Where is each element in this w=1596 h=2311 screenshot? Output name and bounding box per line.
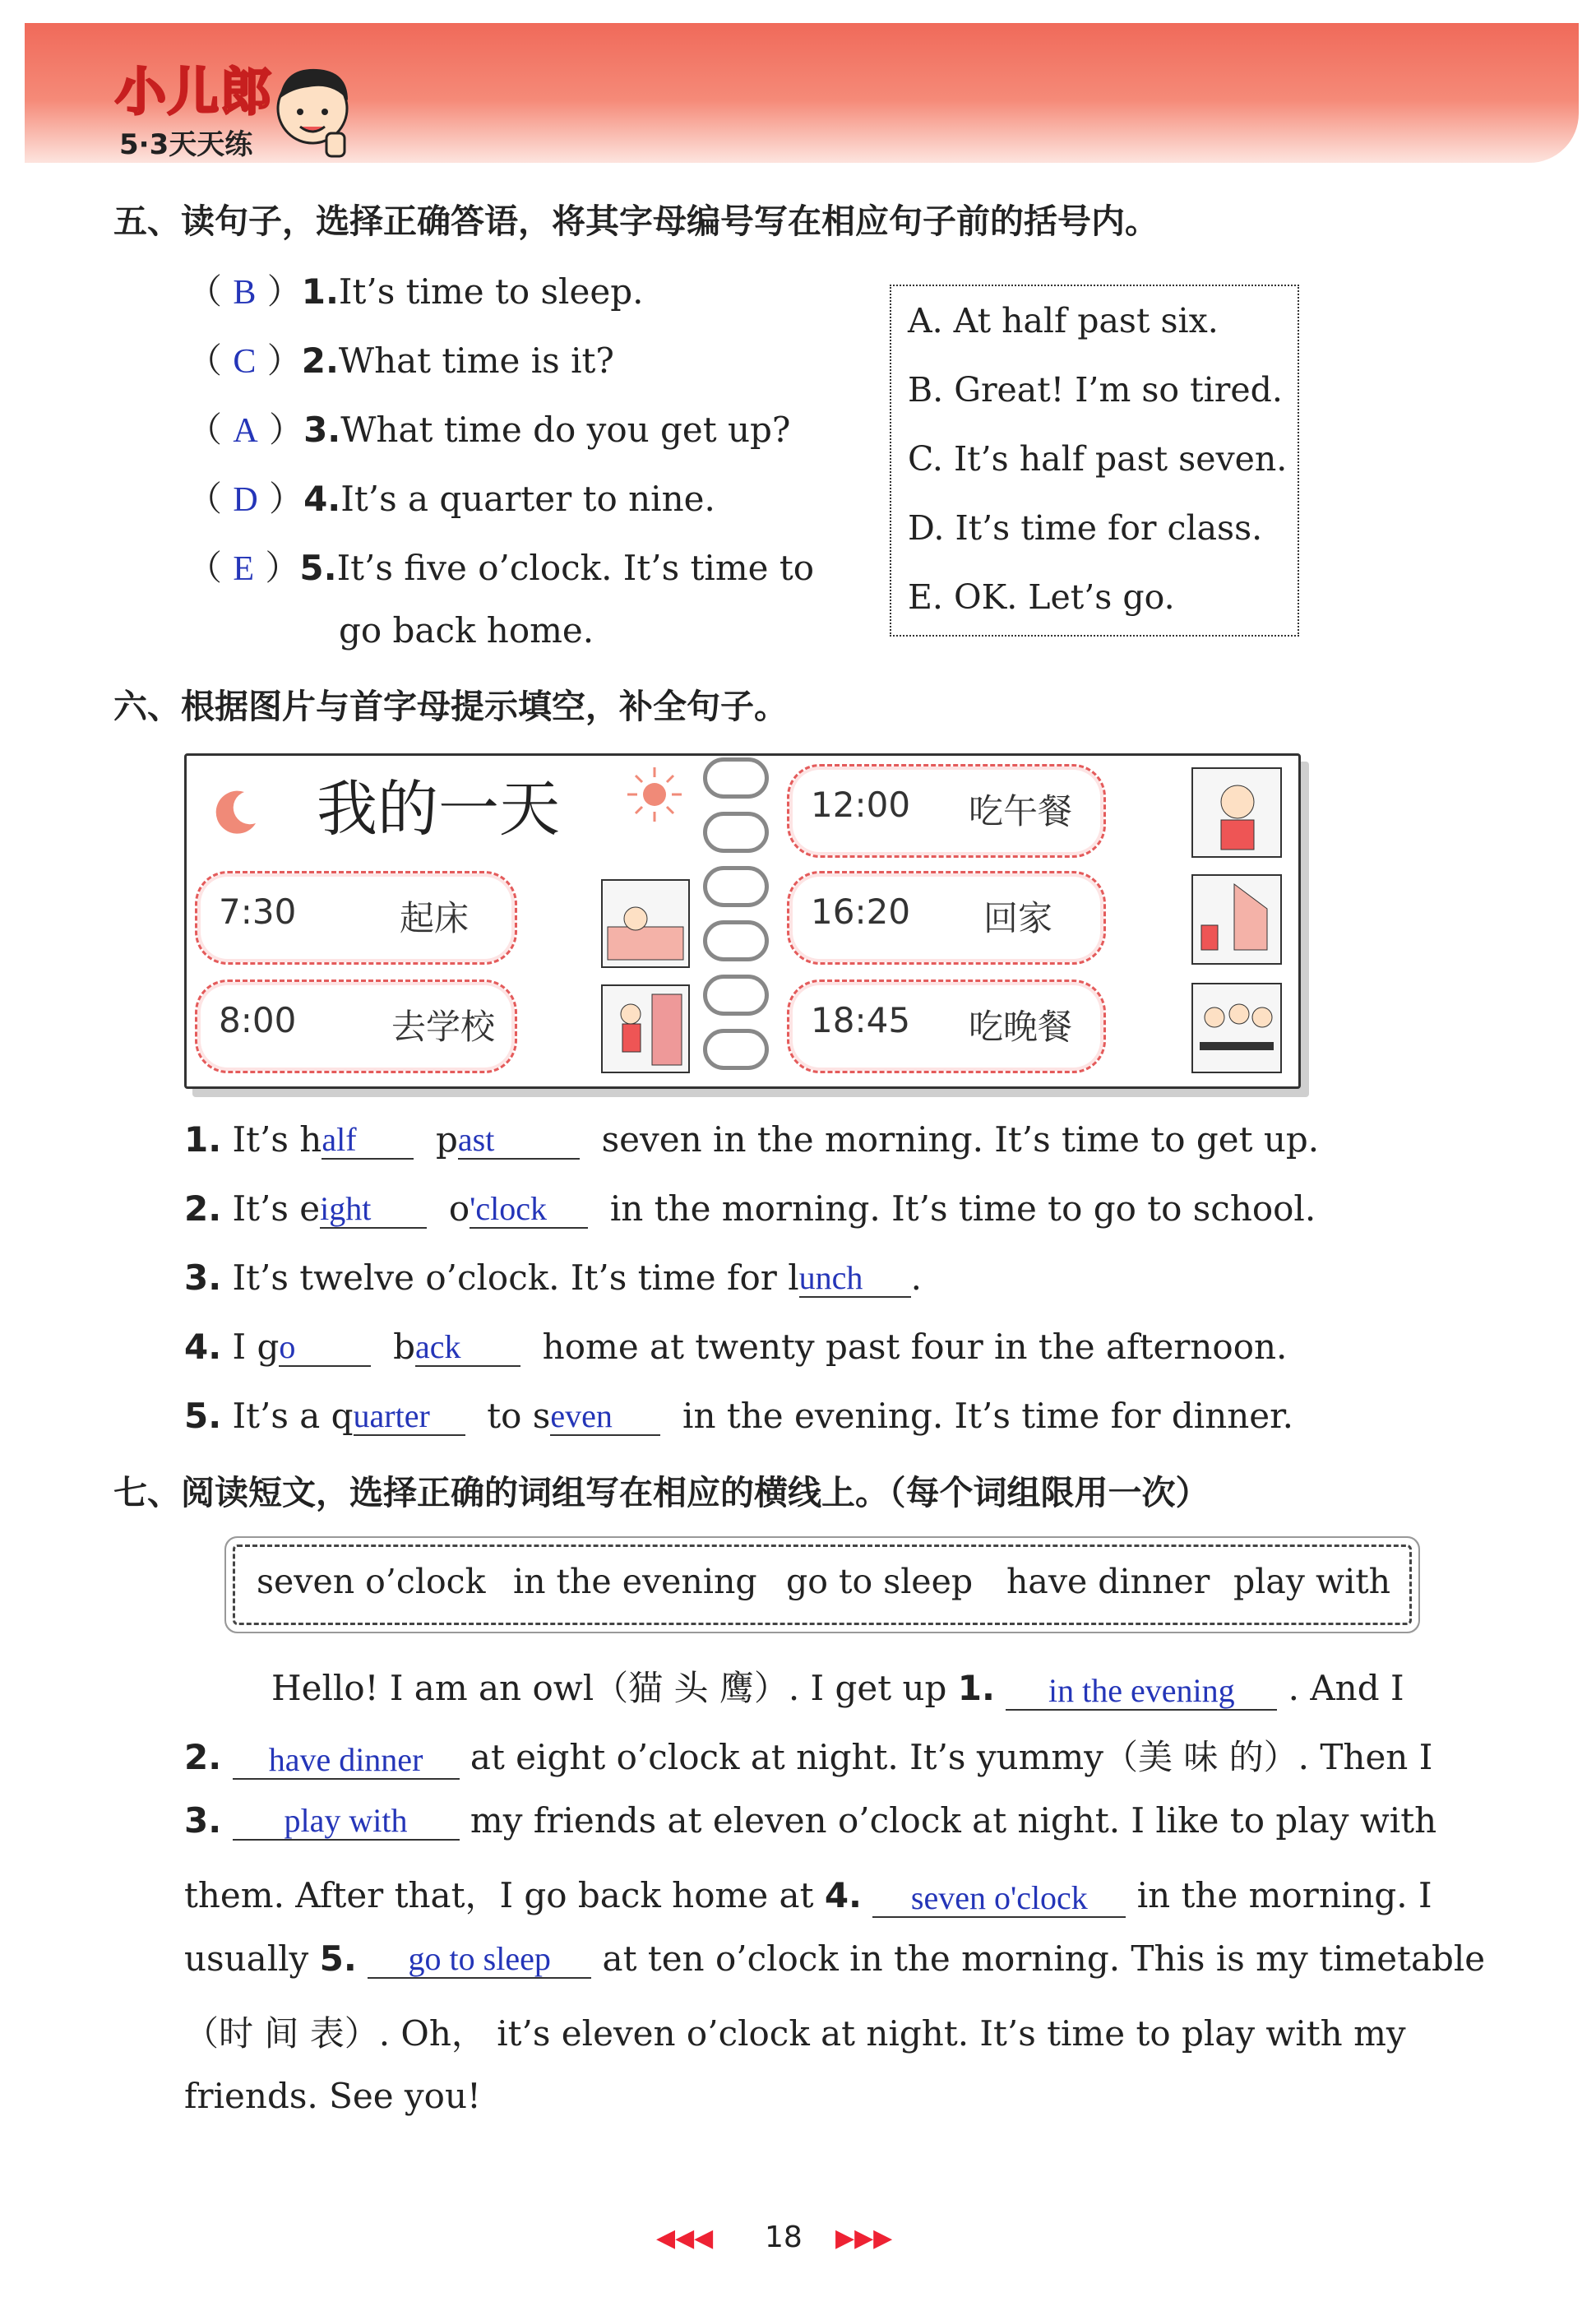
schedule-right-2 [787,871,1106,965]
section6-title: 六、根据图片与首字母提示填空，补全句子。 [113,687,788,726]
passage-line-3 [184,1799,1436,1841]
sentence-pre: It’s h [232,1119,322,1160]
section5-title: 五、读句子，选择正确答语，将其字母编号写在相应句子前的括号内。 [113,201,1159,241]
s6-sentence-3 [184,1257,922,1298]
binder-ring [703,1029,769,1070]
sentence-post: in the evening. It’s time for dinner. [682,1396,1293,1436]
answer-blank[interactable] [470,1188,588,1229]
answer-text: uarter [353,1397,430,1434]
time-label: 16:20 [811,892,911,932]
blank-num: 2. [184,1737,222,1777]
section7-title: 七、阅读短文，选择正确的词组写在相应的横线上。（每个词组限用一次） [113,1473,1210,1512]
activity-label: 回家 [983,898,1053,938]
word-bank-item: play with [1233,1562,1391,1601]
s5-text-5-cont: go back home. [339,610,594,651]
s5-num-2: 2. [301,340,339,381]
s5-item-1: （ B ）1.It’s time to sleep. [187,271,644,312]
sentence-pre: It’s a q [232,1396,354,1436]
sentence-mid: to s [487,1396,551,1436]
schedule-right-3 [787,980,1106,1073]
blank-num: 5. [319,1938,357,1979]
activity-label: 起床 [400,898,470,938]
passage-blank-1[interactable] [1006,1670,1277,1711]
blank-num: 1. [957,1668,995,1708]
passage-blank-3[interactable] [233,1799,460,1841]
sentence-mid: p [436,1119,458,1160]
answer-text: in the evening [1048,1672,1235,1709]
prev-arrows-icon: ◀◀◀ [656,2224,714,2253]
answer-text: alf [322,1121,357,1158]
binder-ring [703,812,769,853]
answer-text: seven o'clock [910,1879,1088,1916]
passage-line-6: （时 间 表）. Oh， it’s eleven o’clock at night. It’s time to play with my [184,2013,1406,2054]
passage-blank-5[interactable] [368,1938,591,1979]
s5-num-1: 1. [301,271,339,312]
logo-title: 小儿郎 [115,62,274,122]
blank-num: 3. [184,1800,222,1841]
moon-icon [211,787,261,836]
answer-blank[interactable] [354,1395,465,1436]
s5-answer-1: B [233,274,257,312]
lunch-picture [1191,767,1282,858]
s5-num-4: 4. [303,479,341,519]
activity-label: 吃晚餐 [969,1007,1073,1047]
word-bank [233,1545,1412,1625]
passage-text: my friends at eleven o’clock at night. I like to play with [470,1800,1437,1841]
activity-label: 去学校 [391,1007,496,1047]
answer-text: go to sleep [408,1940,551,1977]
sentence-num: 3. [184,1257,222,1298]
binder-ring [703,757,769,799]
time-label: 8:00 [219,1000,297,1040]
s6-sentence-5 [184,1395,1293,1436]
options-box [890,285,1299,637]
s5-item-3: （ A ）3.What time do you get up? [187,410,791,450]
answer-blank[interactable] [550,1395,660,1436]
s5-item-4: （ D ）4.It’s a quarter to nine. [187,479,715,519]
answer-blank[interactable] [320,1188,427,1229]
sentence-post: home at twenty past four in the afternoon. [542,1327,1288,1367]
sentence-mid: b [393,1327,415,1367]
boy-mascot-icon [267,58,358,164]
schedule-right-1 [787,764,1106,858]
passage-text: at eight o’clock at night. It’s yummy（美 味 的）. Then I [470,1737,1433,1777]
answer-text: ast [457,1121,495,1158]
answer-blank[interactable] [279,1326,371,1367]
word-bank-item: go to sleep [786,1562,974,1601]
passage-line-2 [184,1730,1432,1780]
s5-answer-2: C [233,343,257,381]
option-a: A. At half past six. [908,301,1219,340]
sentence-pre: It’s twelve o’clock. It’s time for l [232,1257,799,1298]
sentence-num: 1. [184,1119,222,1160]
s5-answer-5: E [233,550,255,588]
s6-sentence-2 [184,1188,1316,1229]
sentence-num: 5. [184,1396,222,1436]
word-bank-item: have dinner [1006,1562,1210,1601]
s6-sentence-1 [184,1118,1319,1160]
s5-item-2: （ C ）2.What time is it? [187,340,614,381]
option-b: B. Great! I’m so tired. [908,370,1283,410]
time-label: 7:30 [219,892,297,932]
time-label: 12:00 [811,785,911,825]
go-home-picture [1191,874,1282,965]
passage-text: . And I [1288,1668,1404,1708]
sentence-pre: I g [232,1327,280,1367]
time-label: 18:45 [811,1000,911,1040]
passage-line-7: friends. See you! [184,2076,481,2116]
s5-text-2: What time is it? [338,340,614,381]
answer-text: 'clock [470,1190,547,1227]
sentence-mid: o [448,1188,470,1229]
s5-text-4: It’s a quarter to nine. [340,479,715,519]
answer-text: ack [414,1328,461,1365]
binder-ring [703,866,769,907]
s5-num-5: 5. [299,548,337,588]
s5-num-3: 3. [303,410,341,450]
passage-line-1 [271,1661,1404,1711]
planner-title: 我的一天 [317,774,560,845]
answer-text: ight [320,1190,372,1227]
s5-text-5: It’s five o’clock. It’s time to [336,548,815,588]
option-c: C. It’s half past seven. [908,439,1288,479]
passage-text: in the morning. I [1136,1875,1432,1915]
activity-label: 吃午餐 [969,791,1073,831]
day-planner [184,753,1301,1089]
blank-num: 4. [824,1875,862,1915]
next-arrows-icon: ▶▶▶ [835,2224,893,2253]
option-e: E. OK. Let’s go. [908,577,1175,617]
logo-subtitle: 5·3天天练 [119,128,253,161]
passage-line-4 [184,1869,1432,1918]
binder-ring [703,920,769,961]
sentence-num: 4. [184,1327,222,1367]
passage-text: them. After that，I go back home at [184,1875,825,1915]
dinner-picture [1191,983,1282,1073]
sentence-post: . [910,1257,922,1298]
sentence-pre: It’s e [232,1188,321,1229]
page-number: 18 [765,2221,803,2254]
sentence-post: seven in the morning. It’s time to get up. [601,1119,1320,1160]
sentence-post: in the morning. It’s time to go to school. [609,1188,1316,1229]
s5-item-5: （ E ）5.It’s five o’clock. It’s time to [187,548,815,588]
option-d: D. It’s time for class. [908,508,1263,548]
schedule-left-1 [195,871,517,965]
s5-answer-4: D [233,481,258,519]
passage-blank-2[interactable] [233,1739,460,1780]
wake-up-picture [601,879,690,968]
answer-blank[interactable] [799,1257,911,1298]
sentence-num: 2. [184,1188,222,1229]
go-to-school-picture [601,984,690,1073]
passage-blank-4[interactable] [872,1877,1126,1918]
s5-text-3: What time do you get up? [340,410,791,450]
schedule-left-2 [195,980,517,1073]
s5-text-1: It’s time to sleep. [338,271,644,312]
s6-sentence-4 [184,1326,1287,1367]
passage-text: at ten o’clock in the morning. This is my timetable [602,1938,1486,1979]
word-bank-item: in the evening [513,1562,757,1601]
answer-text: unch [798,1259,863,1296]
answer-blank[interactable] [415,1326,520,1367]
answer-text: o [279,1328,296,1365]
answer-text: even [550,1397,613,1434]
binder-ring [703,975,769,1016]
answer-text: play with [284,1802,408,1839]
word-bank-item: seven o’clock [257,1562,486,1601]
s5-answer-3: A [233,412,258,450]
sun-icon [626,766,683,823]
passage-text: Hello! I am an owl（猫 头 鹰）. I get up [271,1668,958,1708]
passage-text: usually [184,1938,320,1979]
answer-text: have dinner [268,1741,423,1778]
answer-blank[interactable] [458,1118,580,1160]
answer-blank[interactable] [322,1118,414,1160]
passage-line-5 [184,1938,1485,1979]
